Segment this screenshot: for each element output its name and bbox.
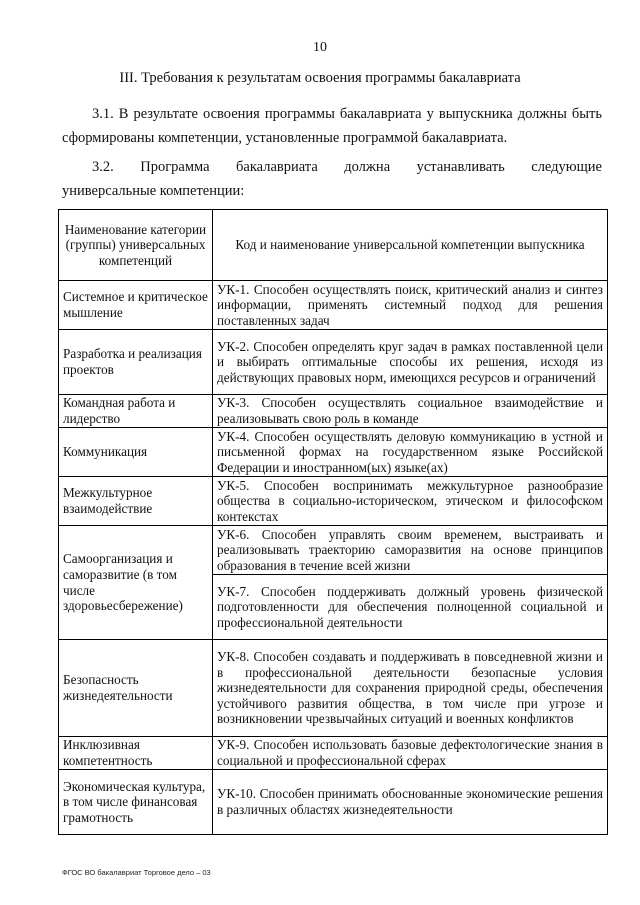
section-title: III. Требования к результатам освоения программы бакалавриата — [119, 70, 521, 86]
table-row — [59, 281, 608, 330]
competence-cell: УК-1. Способен осуществлять поиск, критический анализ и синтез информации, применять системный подход для решения поставленных задач — [213, 281, 608, 330]
table-header-row — [59, 210, 608, 281]
competence-cell: УК-7. Способен поддерживать должный уровень физической подготовленности для обеспечения полноценной социальной и профессиональной деятельности — [213, 575, 608, 640]
category-cell: Межкультурное взаимодействие — [59, 477, 213, 526]
category-cell: Системное и критическое мышление — [59, 281, 213, 330]
page-number: 10 — [313, 40, 327, 55]
competence-cell: УК-6. Способен управлять своим временем, выстраивать и реализовывать траекторию саморазвития на основе принципов образования в течение всей жизни — [213, 526, 608, 575]
table-row — [59, 640, 608, 737]
category-cell: Безопасность жизнедеятельности — [59, 640, 213, 737]
category-cell: Инклюзивная компетентность — [59, 737, 213, 770]
competence-cell: УК-10. Способен принимать обоснованные экономические решения в различных областях жизнедеятельности — [213, 770, 608, 835]
competence-cell: УК-8. Способен создавать и поддерживать в повседневной жизни и в профессиональной деятельности безопасные условия жизнедеятельности для сохранения природной среды, обеспечения устойчивого развития общества, в том числе при угрозе и возникновении чрезвычайных ситуаций и военных конфликтов — [213, 640, 608, 737]
paragraph-3-2-line1: 3.2. Программа бакалавриата должна устанавливать следующие — [92, 159, 602, 175]
category-cell: Разработка и реализация проектов — [59, 330, 213, 395]
table-row — [59, 526, 608, 575]
paragraph-3-1: 3.1. В результате освоения программы бакалавриата у выпускника должны быть сформированы компетенции, установленные программой бакалавриата. — [62, 106, 602, 146]
table-row — [59, 770, 608, 835]
competence-cell: УК-9. Способен использовать базовые дефектологические знания в социальной и профессиональной сферах — [213, 737, 608, 770]
table-row — [59, 477, 608, 526]
table-row — [59, 428, 608, 477]
competence-cell: УК-3. Способен осуществлять социальное взаимодействие и реализовывать свою роль в команде — [213, 395, 608, 428]
paragraph-3-2-line2: универсальные компетенции: — [62, 183, 245, 199]
category-cell: Экономическая культура, в том числе финансовая грамотность — [59, 770, 213, 835]
header-code: Код и наименование универсальной компетенции выпускника — [213, 210, 608, 281]
category-cell: Самоорганизация и саморазвитие (в том числе здоровьесбережение) — [59, 526, 213, 640]
table-row — [59, 395, 608, 428]
competence-cell: УК-5. Способен воспринимать межкультурное разнообразие общества в социально-историческом, этическом и философском контекстах — [213, 477, 608, 526]
category-cell: Коммуникация — [59, 428, 213, 477]
competencies-table — [58, 209, 608, 835]
competence-cell: УК-2. Способен определять круг задач в рамках поставленной цели и выбирать оптимальные способы их решения, исходя из действующих правовых норм, имеющихся ресурсов и ограничений — [213, 330, 608, 395]
header-category: Наименование категории (группы) универсальных компетенций — [59, 210, 213, 281]
document-footer: ФГОС ВО бакалавриат Торговое дело – 03 — [62, 868, 211, 877]
category-cell: Командная работа и лидерство — [59, 395, 213, 428]
table-row — [59, 330, 608, 395]
competence-cell: УК-4. Способен осуществлять деловую коммуникацию в устной и письменной формах на государственном языке Российской Федерации и иностранном(ых) языке(ах) — [213, 428, 608, 477]
table-row — [59, 737, 608, 770]
